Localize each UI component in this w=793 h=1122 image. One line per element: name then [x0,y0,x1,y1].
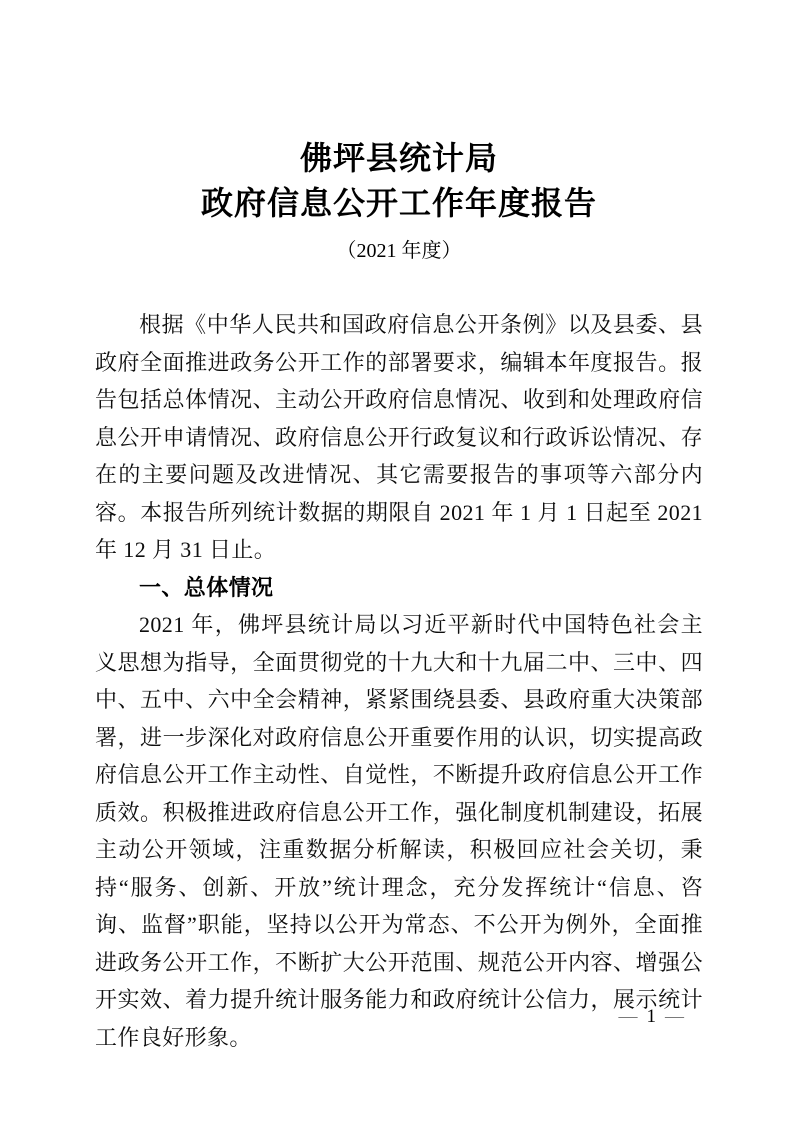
document-title [95,136,703,226]
page-number-dash-left: — [618,1006,638,1027]
page-footer [610,1005,694,1029]
document-content [95,136,703,1056]
intro-paragraph: 根据《中华人民共和国政府信息公开条例》以及县委、县政府全面推进政务公开工作的部署要求，编辑本年度报告。报告包括总体情况、主动公开政府信息情况、收到和处理政府信息公开申请情况、政府信息公开行政复议和行政诉讼情况、存在的主要问题及改进情况、其它需要报告的事项等六部分内容。本报告所列统计数据的期限自 2021 年 1 月 1 日起至 2021 年 12 月 31 日止。 [95,312,703,562]
page-number-dash-right: — [665,1006,684,1027]
section-1-paragraph: 2021 年，佛坪县统计局以习近平新时代中国特色社会主义思想为指导，全面贯彻党的十九大和十九届二中、三中、四中、五中、六中全会精神，紧紧围绕县委、县政府重大决策部署，进一步深化对政府信息公开重要作用的认识，切实提高政府信息公开工作主动性、自觉性，不断提升政府信息公开工作质效。积极推进政府信息公开工作，强化制度机制建设，拓展主动公开领域，注重数据分析解读，积极回应社会关切，秉持“服务、创新、开放”统计理念，充分发挥统计“信息、咨询、监督”职能，坚持以公开为常态、不公开为例外，全面推进政务公开工作，不断扩大公开范围、规范公开内容、增强公开实效、着力提升统计服务能力和政府统计公信力，展示统计工作良好形象。 [95,612,703,1050]
document-body [95,306,703,1056]
document-title-line-1: 佛坪县统计局 [299,140,498,176]
section-1-heading: 一、总体情况 [139,574,274,600]
page-number: 1 [646,1006,656,1027]
document-title-line-2: 政府信息公开工作年度报告 [200,185,597,221]
document-subtitle: （2021 年度） [336,240,462,262]
